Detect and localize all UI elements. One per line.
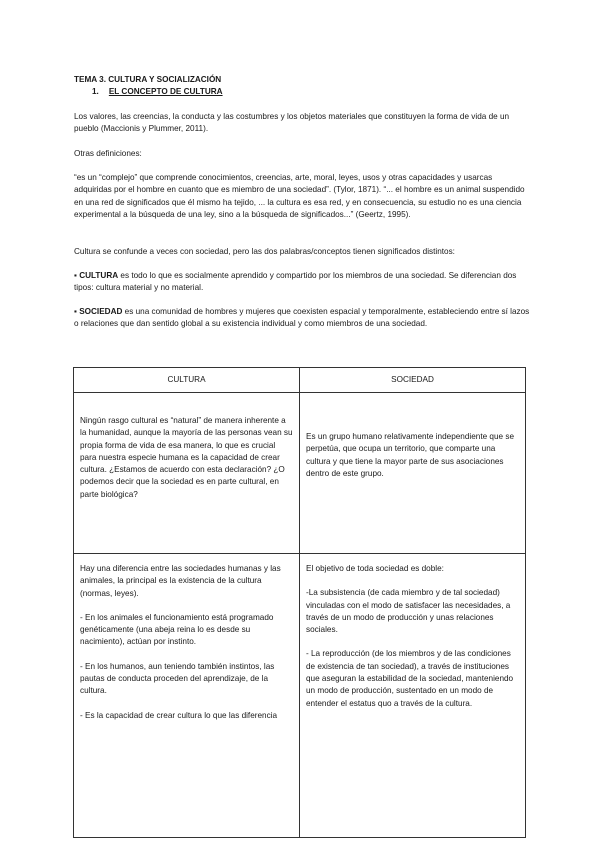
cell-paragraph: - La reproducción (de los miembros y de las condiciones de existencia de tan sociedad), a través de instituciones que aseguran la estabilidad de la sociedad, manteniendo un modo de producción, sustentado en un modo de entender el estatus quo a través de la cultura. — [306, 649, 514, 708]
section-heading — [92, 86, 548, 98]
cell-paragraph: El objetivo de toda sociedad es doble: — [306, 564, 444, 573]
cell-paragraph: -La subsistencia (de cada miembro y de tal sociedad) vinculadas con el modo de satisfacer las necesidades, a través de un modo de producción y unas relaciones sociales. — [306, 588, 511, 635]
table-cell-cultura — [74, 393, 300, 554]
bullet-icon: ▪ — [74, 307, 80, 316]
confusion-paragraph: Cultura se confunde a veces con sociedad, pero las dos palabras/conceptos tienen significados distintos: — [74, 247, 455, 256]
comparison-table — [73, 367, 526, 838]
table-cell-cultura — [74, 554, 300, 838]
document-title: TEMA 3. CULTURA Y SOCIALIZACIÓN — [74, 75, 222, 84]
intro-paragraph: Los valores, las creencias, la conducta y las costumbres y los objetos materiales que constituyen la forma de vida de un pueblo (Maccionis y Plummer, 2011). — [74, 112, 510, 134]
sociedad-definition — [74, 306, 530, 331]
header-cultura: CULTURA — [74, 368, 300, 393]
section-title: EL CONCEPTO DE CULTURA — [108, 87, 223, 96]
table-row — [74, 393, 526, 554]
table-row — [74, 554, 526, 838]
other-definitions-label: Otras definiciones: — [74, 149, 142, 158]
section-number: 1. — [92, 87, 99, 96]
cultura-term: CULTURA — [79, 271, 119, 280]
cell-text: Es un grupo humano relativamente independiente que se perpetúa, que ocupa un territorio, que comparte una cultura y que tiene la mayor parte de sus asociaciones dentro de este grupo. — [306, 432, 515, 478]
cultura-definition-text: es todo lo que es socialmente aprendido y compartido por los miembros de una sociedad. Se diferencian dos tipos: cultura material y no material. — [74, 271, 517, 293]
table-header-row — [74, 368, 526, 393]
cell-paragraph: Hay una diferencia entre las sociedades humanas y las animales, la principal es la existencia de la cultura (normas, leyes). — [80, 564, 281, 598]
header-sociedad: SOCIEDAD — [300, 368, 526, 393]
bullet-icon: ▪ — [74, 271, 80, 280]
cell-text: Ningún rasgo cultural es “natural” de manera inherente a la humanidad, aunque la mayoría de las personas vean su propia forma de vida de esa manera, lo que es crucial para nuestra especie humana es la capacidad de crear cultura. ¿Estamos de acuerdo con esta declaración? ¿O podemos decir que la sociedad es en parte cultural, en parte biológica? — [80, 416, 293, 499]
table-cell-sociedad — [300, 554, 526, 838]
definitions-paragraph: “es un “complejo” que comprende conocimientos, creencias, arte, moral, leyes, usos y otras capacidades y usarcas adquiridas por el hombre en cuanto que es miembro de una sociedad”. (Tylor, 1871). “... el hombre es un animal suspendido en una red de significados que él mismo ha tejido, ... la cultura es esa red, y en consecuencia, su estudio no es una ciencia experimental a la búsqueda de una ley, sino a la búsqueda de significados...” (Geertz, 1995). — [74, 173, 525, 219]
cultura-definition — [74, 270, 530, 295]
sociedad-definition-text: es una comunidad de hombres y mujeres que coexisten espacial y temporalmente, estableciendo entre sí lazos o relaciones que dan sentido global a su existencia individual y como miembros de una sociedad. — [74, 307, 530, 329]
cell-paragraph: - En los animales el funcionamiento está programado genéticamente (una abeja reina lo es desde su nacimiento), actúan por instinto. — [80, 612, 274, 647]
sociedad-term: SOCIEDAD — [79, 307, 123, 316]
cell-paragraph: - Es la capacidad de crear cultura lo que las diferencia — [80, 710, 278, 720]
table-cell-sociedad — [300, 393, 526, 554]
cell-paragraph: - En los humanos, aun teniendo también instintos, las pautas de conducta proceden del aprendizaje, de la cultura. — [80, 661, 275, 696]
